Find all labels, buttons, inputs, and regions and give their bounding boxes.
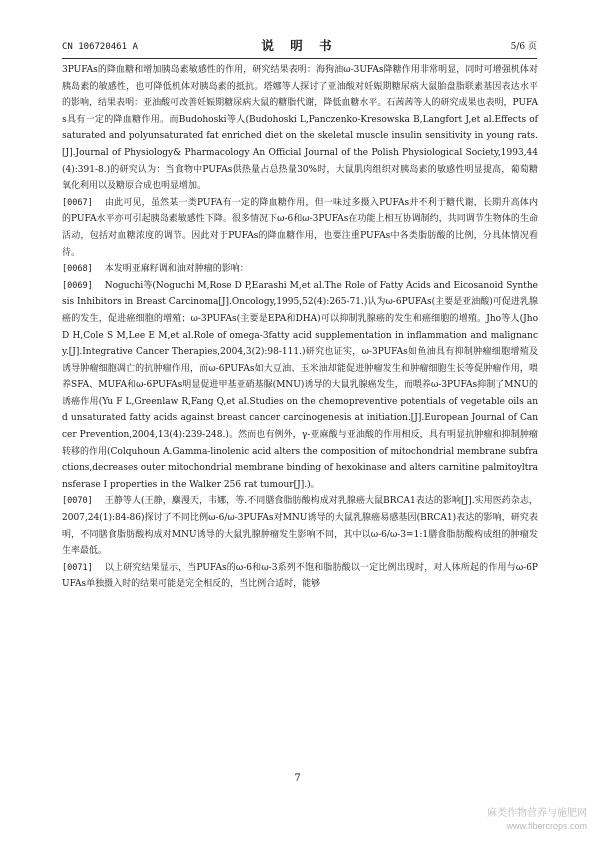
- document-title: 说 明 书: [261, 38, 338, 53]
- page-indicator: 5/6 页: [510, 42, 537, 52]
- paragraph-0068: [62, 261, 538, 278]
- paragraph-0071: [62, 560, 538, 593]
- watermark-site-name: 麻类作物营养与施肥网: [487, 808, 587, 819]
- paragraph-continuation: [62, 62, 538, 195]
- paragraph-0067: [62, 195, 538, 261]
- paragraph-number: [0067]: [62, 197, 93, 208]
- paragraph-text: 由此可见，虽然某一类PUFA有一定的降血糖作用，但一味过多摄入PUFAs并不利于糖代谢，长期升高体内的PUFA水平亦可引起胰岛素敏感性下降。很多情况下ω-6和ω-3PUFAs在功能上相互协调制约，共同调节生物体的生命活动，包括对血糖浓度的调节。因此对于PUFAs的降血糖作用，也要注重PUFAs中各类脂肪酸的比例，分具体情况看待。: [62, 197, 538, 258]
- site-watermark: [437, 808, 587, 832]
- paragraph-text: 本发明亚麻籽调和油对肿瘤的影响：: [104, 264, 249, 275]
- paragraph-0069: [62, 278, 538, 494]
- publication-number: CN 106720461 A: [62, 42, 138, 52]
- page-header: [62, 38, 537, 56]
- paragraph-number: [0068]: [62, 264, 93, 275]
- watermark-url: www.fibercrops.com: [506, 821, 587, 831]
- page-number: 7: [294, 773, 301, 784]
- header-divider: [62, 58, 537, 59]
- paragraph-number: [0070]: [62, 496, 93, 507]
- paragraph-text: Noguchi等(Noguchi M,Rose D P,Earashi M,et al.The Role of Fatty Acids and Eicosanoid Synthesis Inhibitors in Breast Carcinoma[J].Oncology,1995,52(4):265-71.)认为ω-6PUFAs(主要是亚油酸)可促进乳腺癌的发生，促进癌细胞的增殖；ω-3PUFAs(主要是EPA和DHA)可以抑制乳腺癌的发生和癌细胞的增殖。Jho等人(Jho D H,Cole S M,Lee E M,et al.Role of omega-3fatty acid supplementation in inflammation and malignancy.[J].Integrative Cancer Therapies,2004,3(2):98-111.)研究也证实，ω-3PUFAs如鱼油具有抑制肿瘤细胞增殖及诱导肿瘤细胞凋亡的抗肿瘤作用，而ω-6PUFAs如大豆油、玉米油却能促进肿瘤发生和肿瘤细胞生长等促肿瘤作用，喂养SFA、MUFA和ω-6PUFAs明显促进甲基亚硝基脲(MNU)诱导的大鼠乳腺癌发生，而喂养ω-3PUFAs抑制了MNU的诱癌作用(Yu F L,Greenlaw R,Fang Q,et al.Studies on the chemopreventive potentials of vegetable oils and unsaturated fatty acids against breast cancer carcinogenesis at initiation.[J].European Journal of Cancer Prevention,2004,13(4):239-248.)。然而也有例外，γ-亚麻酸与亚油酸的作用相反，具有明显抗肿瘤和抑制肿瘤转移的作用(Colquhoun A.Gamma-linolenic acid alters the composition of mitochondrial membrane subfractions,decreases outer mitochondrial membrane binding of hexokinase and alters carnitine palmitoyltransferase I properties in the Walker 256 rat tumour[J].)。: [62, 280, 538, 490]
- paragraph-text: 王静等人(王静，麋漫天，韦娜，等.不同膳食脂肪酸构成对乳腺癌大鼠BRCA1表达的影响[J].实用医药杂志，2007,24(1):84-86)探讨了不同比例ω-6/ω-3PUFAs对MNU诱导的大鼠乳腺癌易感基因(BRCA1)表达的影响，研究表明，不同膳食脂肪酸构成对MNU诱导的大鼠乳腺肿瘤发生影响不同，其中以ω-6/ω-3=1:1膳食脂肪酸构成组的肿瘤发生率最低。: [62, 496, 538, 557]
- document-body: [62, 62, 538, 593]
- paragraph-0070: [62, 493, 538, 559]
- paragraph-text: 以上研究结果显示，当PUFAs的ω-6和ω-3系列不饱和脂肪酸以一定比例出现时，对人体所起的作用与ω-6PUFAs单独摄入时的结果可能是完全相反的，当比例合适时，能够: [62, 562, 538, 590]
- paragraph-text: 3PUFAs的降血糖和增加胰岛素敏感性的作用，研究结果表明：海狗油ω-3UFAs降糖作用非常明显，同时可增强机体对胰岛素的敏感性，也可降低机体对胰岛素的抵抗。塔娜等人探讨了亚油酸对妊娠期糖尿病大鼠胎盘脂联素基因表达水平的影响，结果表明：亚油酸可改善妊娠期糖尿病大鼠的糖脂代谢，降低血糖水平。石茜茜等人的研究成果也表明，PUFAs具有一定的降血糖作用。而Budohoski等人(Budohoski L,Panczenko-Kresowska B,Langfort J,et al.Effects of saturated and polyunsaturated fat enriched diet on the skeletal muscle insulin sensitivity in young rats.[J].Journal of Physiology& Pharmacology An Official Journal of the Polish Physiological Society,1993,44(4):391-8.)的研究认为：当食物中PUFAs供热量占总热量30%时，大鼠肌肉组织对胰岛素的敏感性明显提高，葡萄糖氧化利用以及糖原合成也明显增加。: [62, 65, 538, 192]
- paragraph-number: [0071]: [62, 562, 93, 573]
- paragraph-number: [0069]: [62, 280, 93, 291]
